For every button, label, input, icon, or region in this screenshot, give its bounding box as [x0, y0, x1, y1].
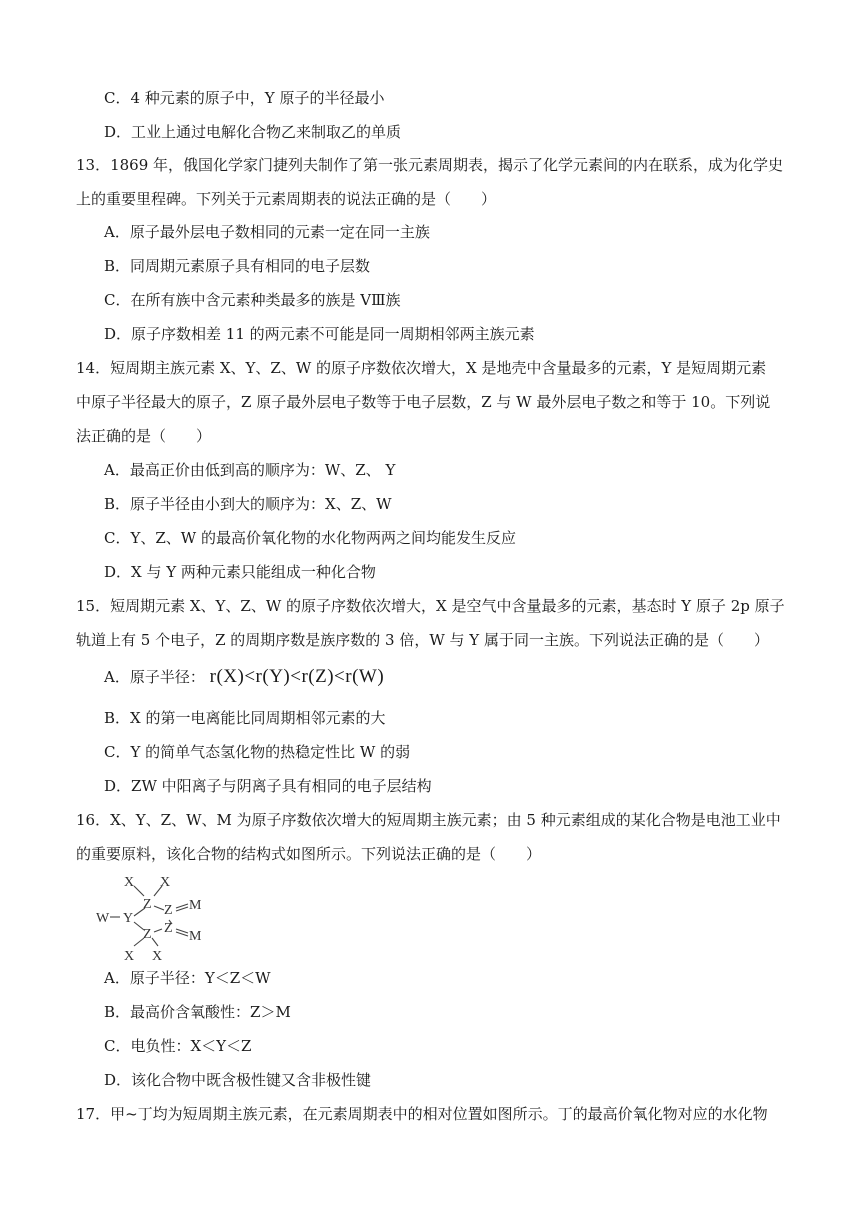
atom-z3: Z — [143, 927, 152, 942]
q16-option-c: C．电负性：X＜Y＜Z — [104, 1037, 252, 1055]
q14-option-b: B．原子半径由小到大的顺序为：X、Z、W — [104, 495, 392, 513]
atom-x1: X — [124, 875, 135, 890]
atom-w: W — [96, 911, 110, 926]
q14-option-d: D．X 与 Y 两种元素只能组成一种化合物 — [104, 563, 376, 581]
q15-option-b: B．X 的第一电离能比同周期相邻元素的大 — [104, 709, 386, 727]
q16-stem-line-1: 16．X、Y、Z、W、M 为原子序数依次增大的短周期主族元素；由 5 种元素组成的某化合物是电池工业中 — [76, 811, 781, 829]
q13-stem-line-2: 上的重要里程碑。下列关于元素周期表的说法正确的是（ ） — [76, 190, 497, 208]
bond-z3-x4 — [152, 938, 158, 946]
q15-option-c: C．Y 的简单气态氢化物的热稳定性比 W 的弱 — [104, 743, 411, 761]
q16-option-a: A．原子半径：Y＜Z＜W — [104, 969, 271, 987]
q14-option-a: A．最高正价由低到高的顺序为：W、Z、 Y — [104, 461, 396, 479]
q15-option-a-label: A．原子半径： — [104, 668, 205, 686]
q13-option-b: B．同周期元素原子具有相同的电子层数 — [104, 257, 371, 275]
atom-z4: Z — [164, 921, 173, 936]
structural-formula-diagram — [96, 872, 216, 964]
q15-option-a — [104, 667, 384, 687]
atom-y: Y — [123, 911, 134, 926]
atom-z2: Z — [164, 903, 173, 918]
bond-z1-z2 — [154, 906, 164, 910]
q16-option-b: B．最高价含氧酸性：Z＞M — [104, 1003, 291, 1021]
atom-m2: M — [189, 929, 202, 944]
bond-z3-z4 — [154, 929, 162, 932]
atom-m1: M — [189, 898, 202, 913]
q15-stem-line-2: 轨道上有 5 个电子，Z 的周期序数是族序数的 3 倍，W 与 Y 属于同一主族。下列说法正确的是（ ） — [76, 631, 769, 649]
q15-stem-line-1: 15．短周期元素 X、Y、Z、W 的原子序数依次增大，X 是空气中含量最多的元素，基态时 Y 原子 2p 原子 — [76, 597, 785, 615]
bond-x1-z1 — [134, 886, 144, 896]
q14-stem-line-1: 14．短周期主族元素 X、Y、Z、W 的原子序数依次增大，X 是地壳中含量最多的元素，Y 是短周期元素 — [76, 359, 767, 377]
q15-option-a-formula: r(X)<r(Y)<r(Z)<r(W) — [209, 666, 385, 687]
q14-option-c: C．Y、Z、W 的最高价氧化物的水化物两两之间均能发生反应 — [104, 529, 516, 547]
q15-option-d: D．ZW 中阳离子与阴离子具有相同的电子层结构 — [104, 777, 432, 795]
q17-stem-line-1: 17．甲~丁均为短周期主族元素，在元素周期表中的相对位置如图所示。丁的最高价氧化物对应的水化物 — [76, 1105, 768, 1123]
q16-stem-line-2: 的重要原料，该化合物的结构式如图所示。下列说法正确的是（ ） — [76, 845, 542, 863]
q12-option-c: C．4 种元素的原子中，Y 原子的半径最小 — [104, 89, 385, 107]
q13-option-c: C．在所有族中含元素种类最多的族是 VⅢ族 — [104, 291, 401, 309]
q14-stem-line-3: 法正确的是（ ） — [76, 427, 212, 445]
atom-x3: X — [124, 949, 135, 964]
q13-option-d: D．原子序数相差 11 的两元素不可能是同一周期相邻两主族元素 — [104, 325, 535, 343]
q13-option-a: A．原子最外层电子数相同的元素一定在同一主族 — [104, 223, 430, 241]
atom-x4: X — [152, 949, 163, 964]
atom-z1: Z — [143, 897, 152, 912]
q14-stem-line-2: 中原子半径最大的原子，Z 原子最外层电子数等于电子层数，Z 与 W 最外层电子数之和等于 10。下列说 — [76, 393, 771, 411]
q13-stem-line-1: 13．1869 年，俄国化学家门捷列夫制作了第一张元素周期表，揭示了化学元素间的内在联系，成为化学史 — [76, 156, 784, 174]
atom-x2: X — [160, 875, 171, 890]
q12-option-d: D．工业上通过电解化合物乙来制取乙的单质 — [104, 123, 402, 141]
q16-option-d: D．该化合物中既含极性键又含非极性键 — [104, 1071, 372, 1089]
